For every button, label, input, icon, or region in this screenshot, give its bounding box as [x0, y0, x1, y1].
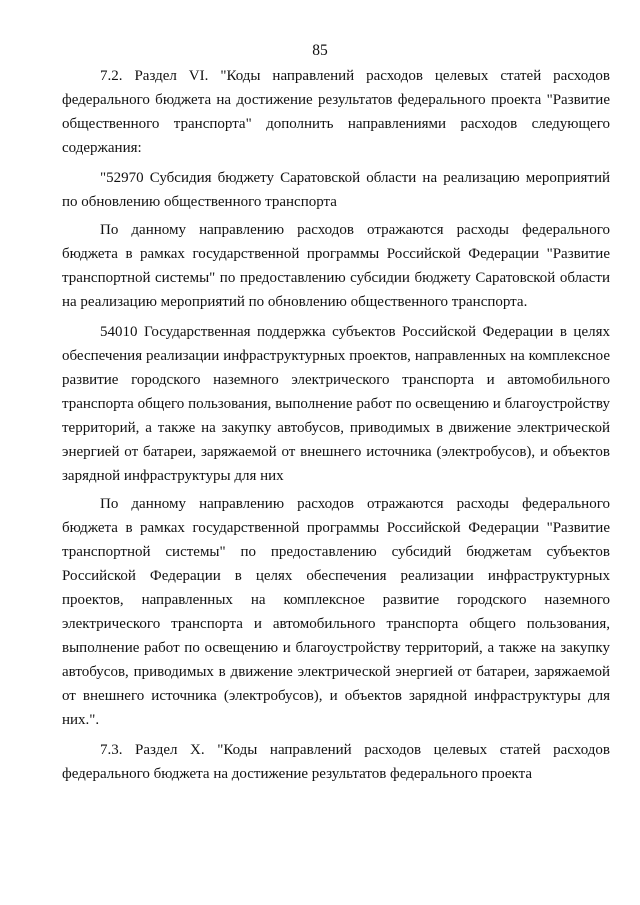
paragraph-52970-description: По данному направлению расходов отражаются расходы федерального бюджета в рамках государственной программы Российской Федерации "Развитие транспортной системы" по предоставлению субсидии бюджету Саратовской области на реализацию мероприятий по обновлению общественного транспорта.	[62, 222, 610, 310]
paragraph-7-2: 7.2. Раздел VI. "Коды направлений расходов целевых статей расходов федерального бюджета на достижение результатов федерального проекта "Развитие общественного транспорта" дополнить направлениями расходов следующего содержания:	[62, 68, 610, 156]
document-body	[62, 64, 610, 792]
paragraph-54010-description: По данному направлению расходов отражаются расходы федерального бюджета в рамках государственной программы Российской Федерации "Развитие транспортной системы" по предоставлению субсидий бюджетам субъектов Российской Федерации в целях обеспечения реализации инфраструктурных проектов, направленных на комплексное развитие городского наземного электрического транспорта и автомобильного транспорта общего пользования, выполнение работ по освещению и благоустройству территорий, а также на закупку автобусов, приводимых в движение электрической энергией от батареи, заряжаемой от внешнего источника (электробусов), и объектов зарядной инфраструктуры для них.".	[62, 496, 610, 728]
paragraph-52970-title: "52970 Субсидия бюджету Саратовской области на реализацию мероприятий по обновлению общественного транспорта	[62, 170, 610, 210]
page-number: 85	[312, 42, 328, 59]
paragraph-7-3: 7.3. Раздел X. "Коды направлений расходов целевых статей расходов федерального бюджета на достижение результатов федерального проекта	[62, 742, 610, 782]
paragraph-54010-title: 54010 Государственная поддержка субъектов Российской Федерации в целях обеспечения реализации инфраструктурных проектов, направленных на комплексное развитие городского наземного электрического транспорта и автомобильного транспорта общего пользования, выполнение работ по освещению и благоустройству территорий, а также на закупку автобусов, приводимых в движение электрической энергией от батареи, заряжаемой от внешнего источника (электробусов), и объектов зарядной инфраструктуры для них	[62, 324, 610, 484]
